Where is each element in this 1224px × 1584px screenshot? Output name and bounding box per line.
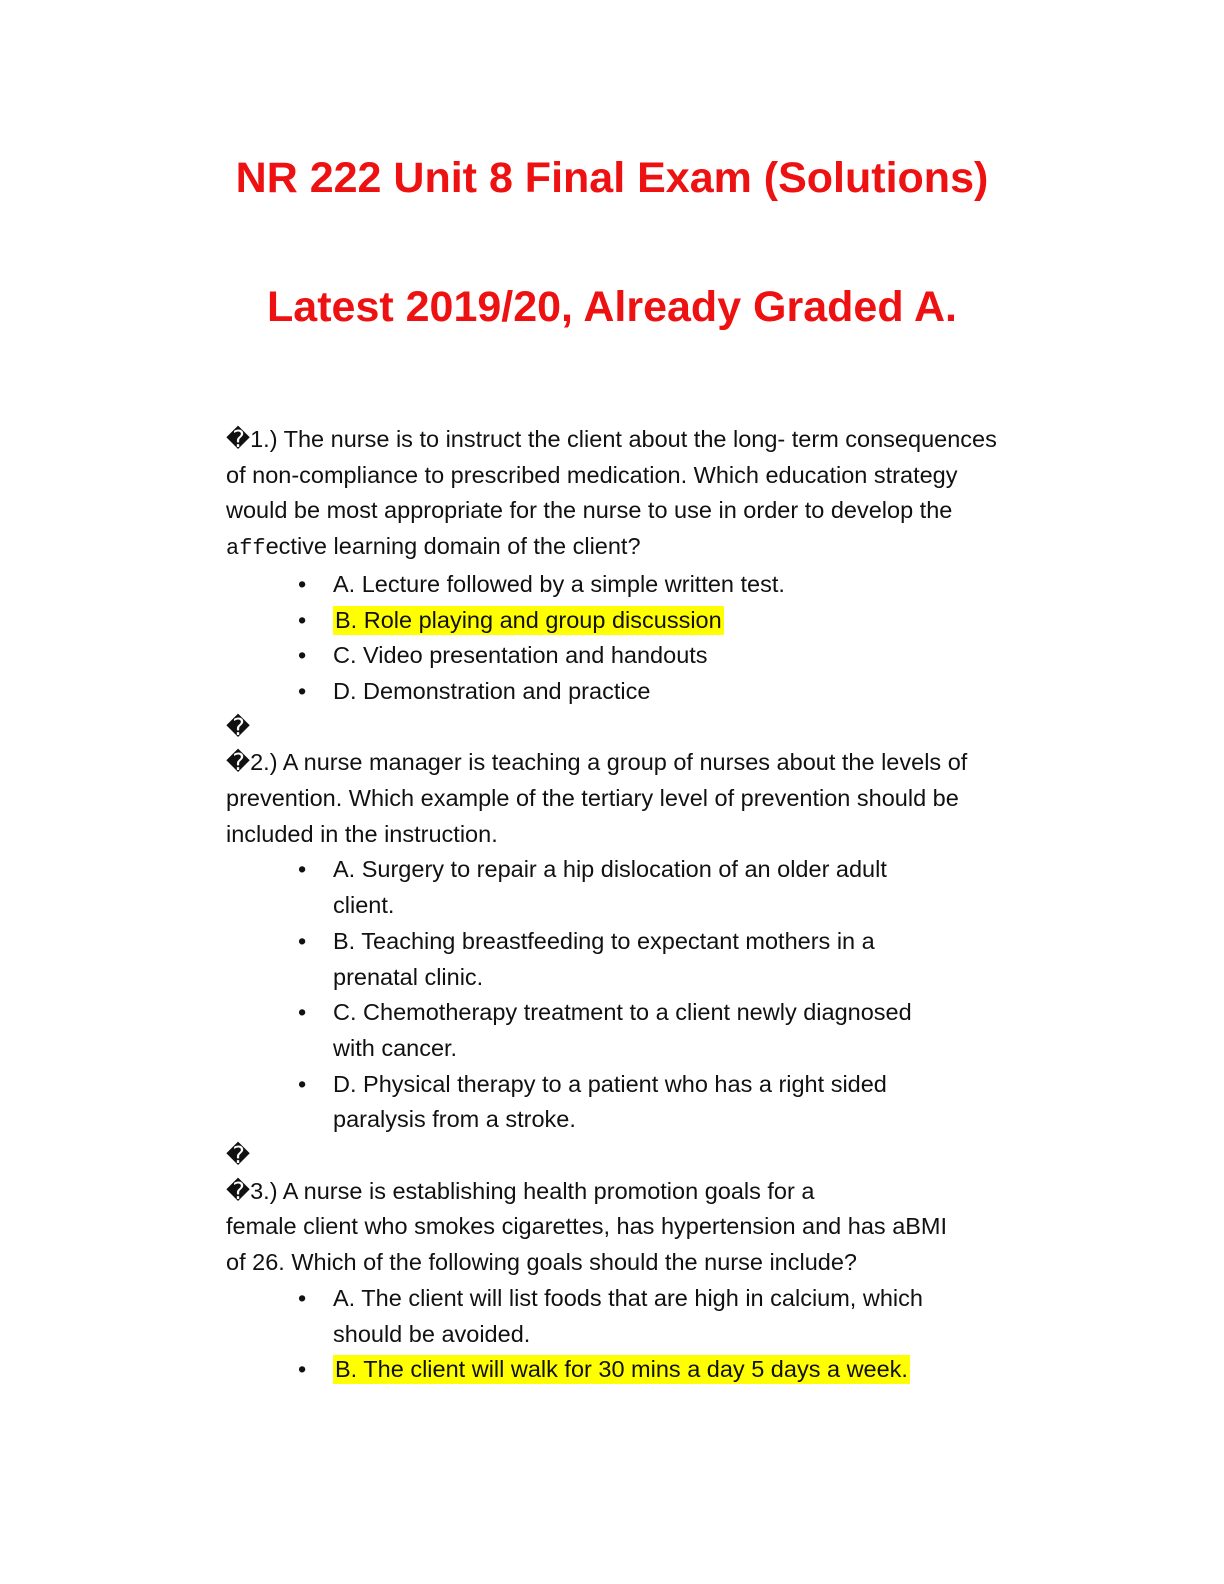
option-text: A. Surgery to repair a hip dislocation of an older adult client. xyxy=(333,856,887,919)
question-1 xyxy=(226,422,1006,567)
question-1-option-a xyxy=(226,567,1026,603)
question-2-option-b xyxy=(226,924,893,995)
question-1-option-b-answer xyxy=(226,603,1026,639)
question-1-text: �1.) The nurse is to instruct the client about the long- term consequences of non-compliance to prescribed medication. Which education strategy would be most appropriate for the nurse to use in order to develop the xyxy=(226,426,997,524)
document-subtitle: Latest 2019/20, Already Graded A. xyxy=(267,283,957,331)
question-1-option-c xyxy=(226,638,1026,674)
question-3-option-a xyxy=(226,1281,953,1352)
bullet: • xyxy=(298,999,307,1026)
question-2-option-d xyxy=(226,1067,913,1138)
option-text-highlighted: B. The client will walk for 30 mins a day 5 days a week. xyxy=(335,1356,908,1383)
question-1-option-d xyxy=(226,674,1026,710)
question-3-option-b-answer xyxy=(226,1352,1026,1388)
question-3-line-3: of 26. Which of the following goals should the nurse include? xyxy=(226,1249,857,1276)
bullet: • xyxy=(298,570,307,597)
option-text: C. Chemotherapy treatment to a client newly diagnosed with cancer. xyxy=(333,999,912,1061)
separator-glyph: � xyxy=(226,1142,251,1169)
option-text: D. Physical therapy to a patient who has a right sided paralysis from a stroke. xyxy=(333,1070,887,1133)
option-text: A. The client will list foods that are high in calcium, which should be avoided. xyxy=(333,1284,923,1347)
separator-glyph: � xyxy=(226,713,251,740)
question-2-text: �2.) A nurse manager is teaching a group of nurses about the levels of prevention. Which example of the tertiary level of prevention should be included in the instruction. xyxy=(226,749,968,847)
option-text: C. Video presentation and handouts xyxy=(333,642,708,669)
question-2-options xyxy=(226,852,926,1138)
bullet: • xyxy=(298,677,307,704)
option-text: A. Lecture followed by a simple written test. xyxy=(333,570,785,597)
bullet: • xyxy=(298,606,307,633)
option-text: B. Teaching breastfeeding to expectant mothers in a prenatal clinic. xyxy=(333,927,875,990)
document-title: NR 222 Unit 8 Final Exam (Solutions) xyxy=(235,154,989,202)
bullet: • xyxy=(298,856,307,883)
question-3 xyxy=(226,1174,1026,1281)
question-2-option-a xyxy=(226,852,893,923)
bullet: • xyxy=(298,1070,307,1097)
bullet: • xyxy=(298,1284,307,1311)
question-3-line-2: female client who smokes cigarettes, has hypertension and has aBMI xyxy=(226,1213,948,1240)
exam-content xyxy=(226,422,1026,1388)
question-2 xyxy=(226,745,1006,852)
question-1-options xyxy=(226,567,1026,710)
option-text-highlighted: B. Role playing and group discussion xyxy=(335,606,722,633)
question-2-option-c xyxy=(226,995,933,1066)
bullet: • xyxy=(298,1356,307,1383)
question-1-text-end: ective learning domain of the client? xyxy=(265,533,641,560)
option-text: D. Demonstration and practice xyxy=(333,677,651,704)
bullet: • xyxy=(298,927,307,954)
question-1-mono-fragment: aff xyxy=(226,536,266,562)
question-3-line-1: �3.) A nurse is establishing health promotion goals for a xyxy=(226,1177,815,1204)
question-3-options xyxy=(226,1281,1026,1388)
bullet: • xyxy=(298,642,307,669)
